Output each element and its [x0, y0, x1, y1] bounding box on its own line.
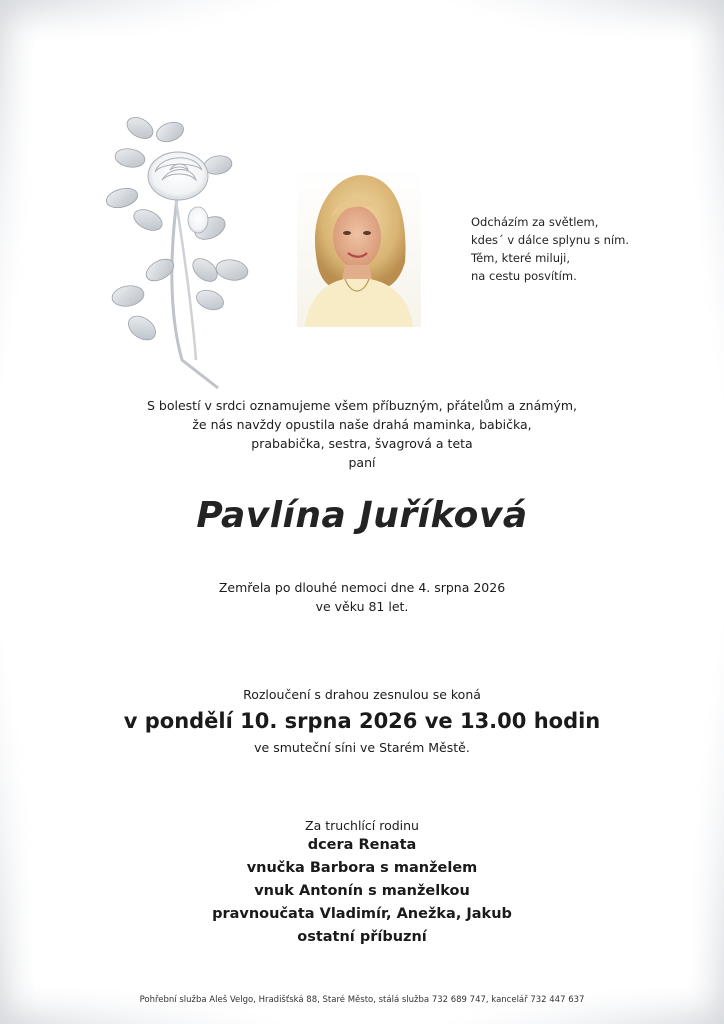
ceremony-intro: Rozloučení s drahou zesnulou se koná: [243, 687, 481, 702]
ceremony-place: ve smuteční síni ve Starém Městě.: [254, 740, 470, 755]
verse-line: Těm, které miluji,: [471, 251, 571, 265]
family-member: vnučka Barbora s manželem: [246, 860, 478, 876]
announcement-intro: [62, 396, 662, 472]
rose-illustration: [100, 110, 260, 390]
intro-line: že nás navždy opustila naše drahá maminka, babička,: [192, 417, 532, 432]
funeral-service-footer: Pohřební služba Aleš Velgo, Hradišťská 88, Staré Město, stálá služba 732 689 747, kancelář 732 447 637: [139, 995, 585, 1005]
family-member: dcera Renata: [307, 837, 417, 853]
verse-line: Odcházím za světlem,: [471, 215, 599, 229]
family-member: vnuk Antonín s manželkou: [254, 883, 470, 899]
family-member: pravnoučata Vladimír, Anežka, Jakub: [212, 906, 512, 922]
verse: [471, 213, 671, 285]
intro-line: S bolestí v srdci oznamujeme všem příbuzným, přátelům a známým,: [147, 398, 577, 413]
family-list: [62, 834, 662, 949]
intro-line: prababička, sestra, švagrová a teta: [251, 436, 473, 451]
death-line: ve věku 81 let.: [315, 599, 409, 614]
verse-line: na cestu posvítím.: [471, 269, 577, 283]
ceremony-date: v pondělí 10. srpna 2026 ve 13.00 hodin: [123, 709, 601, 733]
portrait-photo: [297, 167, 421, 327]
intro-line: paní: [348, 455, 376, 470]
family-intro: Za truchlící rodinu: [305, 818, 419, 833]
deceased-name: Pavlína Juříková: [196, 495, 528, 536]
death-info: [62, 578, 662, 616]
family-member: ostatní příbuzní: [297, 929, 427, 945]
verse-line: kdes´ v dálce splynu s ním.: [471, 233, 630, 247]
death-line: Zemřela po dlouhé nemoci dne 4. srpna 2026: [218, 580, 506, 595]
